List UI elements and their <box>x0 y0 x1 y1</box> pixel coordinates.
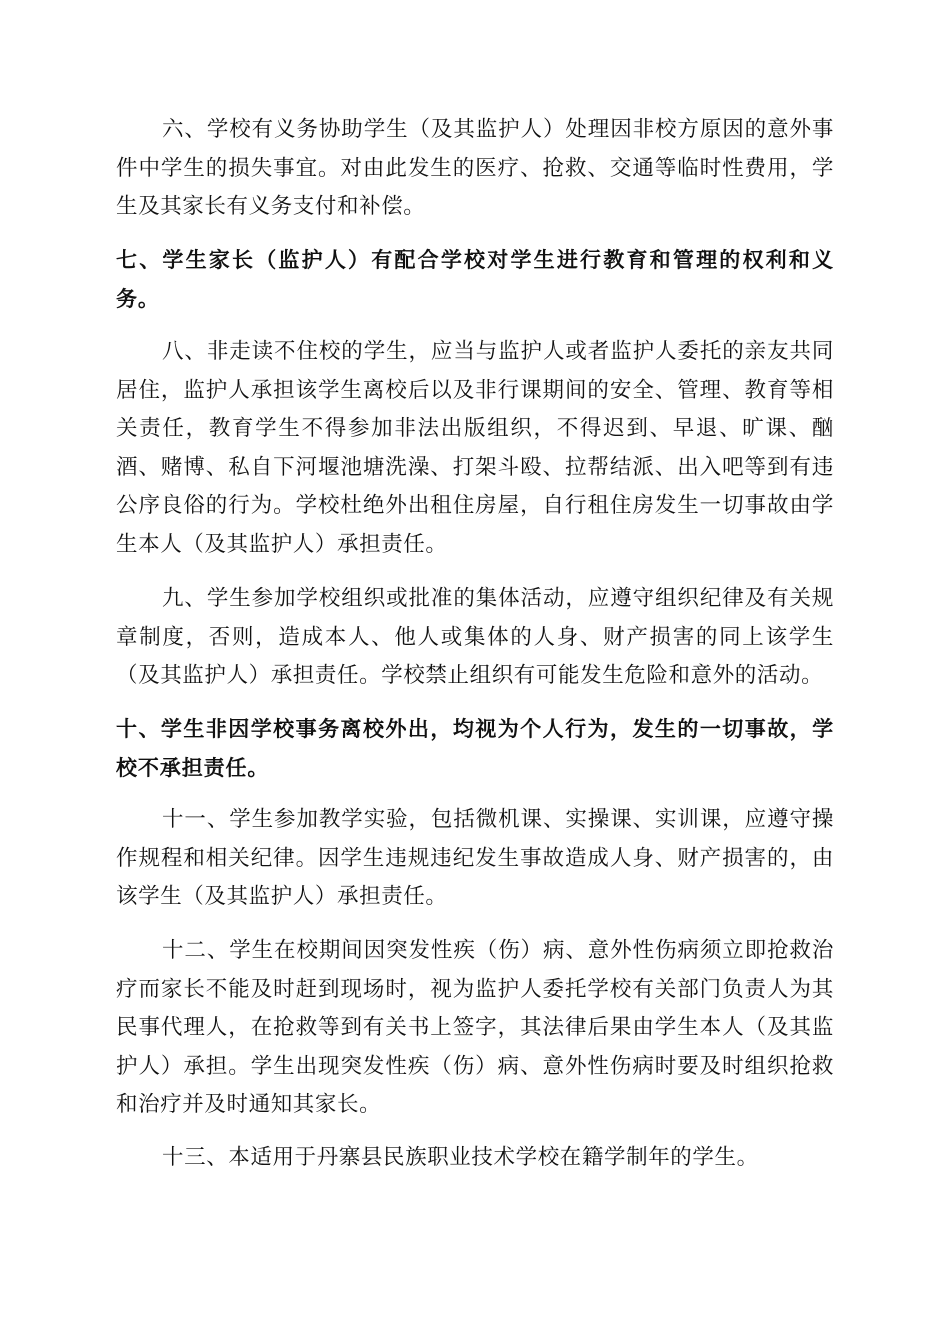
paragraph-9: 九、学生参加学校组织或批准的集体活动，应遵守组织纪律及有关规章制度，否则，造成本人、他人或集体的人身、财产损害的同上该学生（及其监护人）承担责任。学校禁止组织有可能发生危险和意外的活动。 <box>116 586 834 689</box>
paragraph-12: 十二、学生在校期间因突发性疾（伤）病、意外性伤病须立即抢救治疗而家长不能及时赶到现场时，视为监护人委托学校有关部门负责人为其民事代理人，在抢救等到有关书上签字，其法律后果由学生本人（及其监护人）承担。学生出现突发性疾（伤）病、意外性伤病时要及时组织抢救和治疗并及时通知其家长。 <box>116 938 834 1118</box>
paragraph-11: 十一、学生参加教学实验，包括微机课、实操课、实训课，应遵守操作规程和相关纪律。因学生违规违纪发生事故造成人身、财产损害的，由该学生（及其监护人）承担责任。 <box>116 807 834 910</box>
paragraph-7-heading: 七、学生家长（监护人）有配合学校对学生进行教育和管理的权利和义务。 <box>116 248 834 311</box>
paragraph-6: 六、学校有义务协助学生（及其监护人）处理因非校方原因的意外事件中学生的损失事宜。对由此发生的医疗、抢救、交通等临时性费用，学生及其家长有义务支付和补偿。 <box>116 117 834 220</box>
paragraph-13: 十三、本适用于丹寨县民族职业技术学校在籍学制年的学生。 <box>162 1145 759 1170</box>
paragraph-8: 八、非走读不住校的学生，应当与监护人或者监护人委托的亲友共同居住，监护人承担该学生离校后以及非行课期间的安全、管理、教育等相关责任，教育学生不得参加非法出版组织，不得迟到、早退、旷课、酗酒、赌博、私自下河堰池塘洗澡、打架斗殴、拉帮结派、出入吧等到有违公序良俗的行为。学校杜绝外出租住房屋，自行租住房发生一切事故由学生本人（及其监护人）承担责任。 <box>116 339 834 557</box>
paragraph-10-heading: 十、学生非因学校事务离校外出，均视为个人行为，发生的一切事故，学校不承担责任。 <box>116 717 834 780</box>
